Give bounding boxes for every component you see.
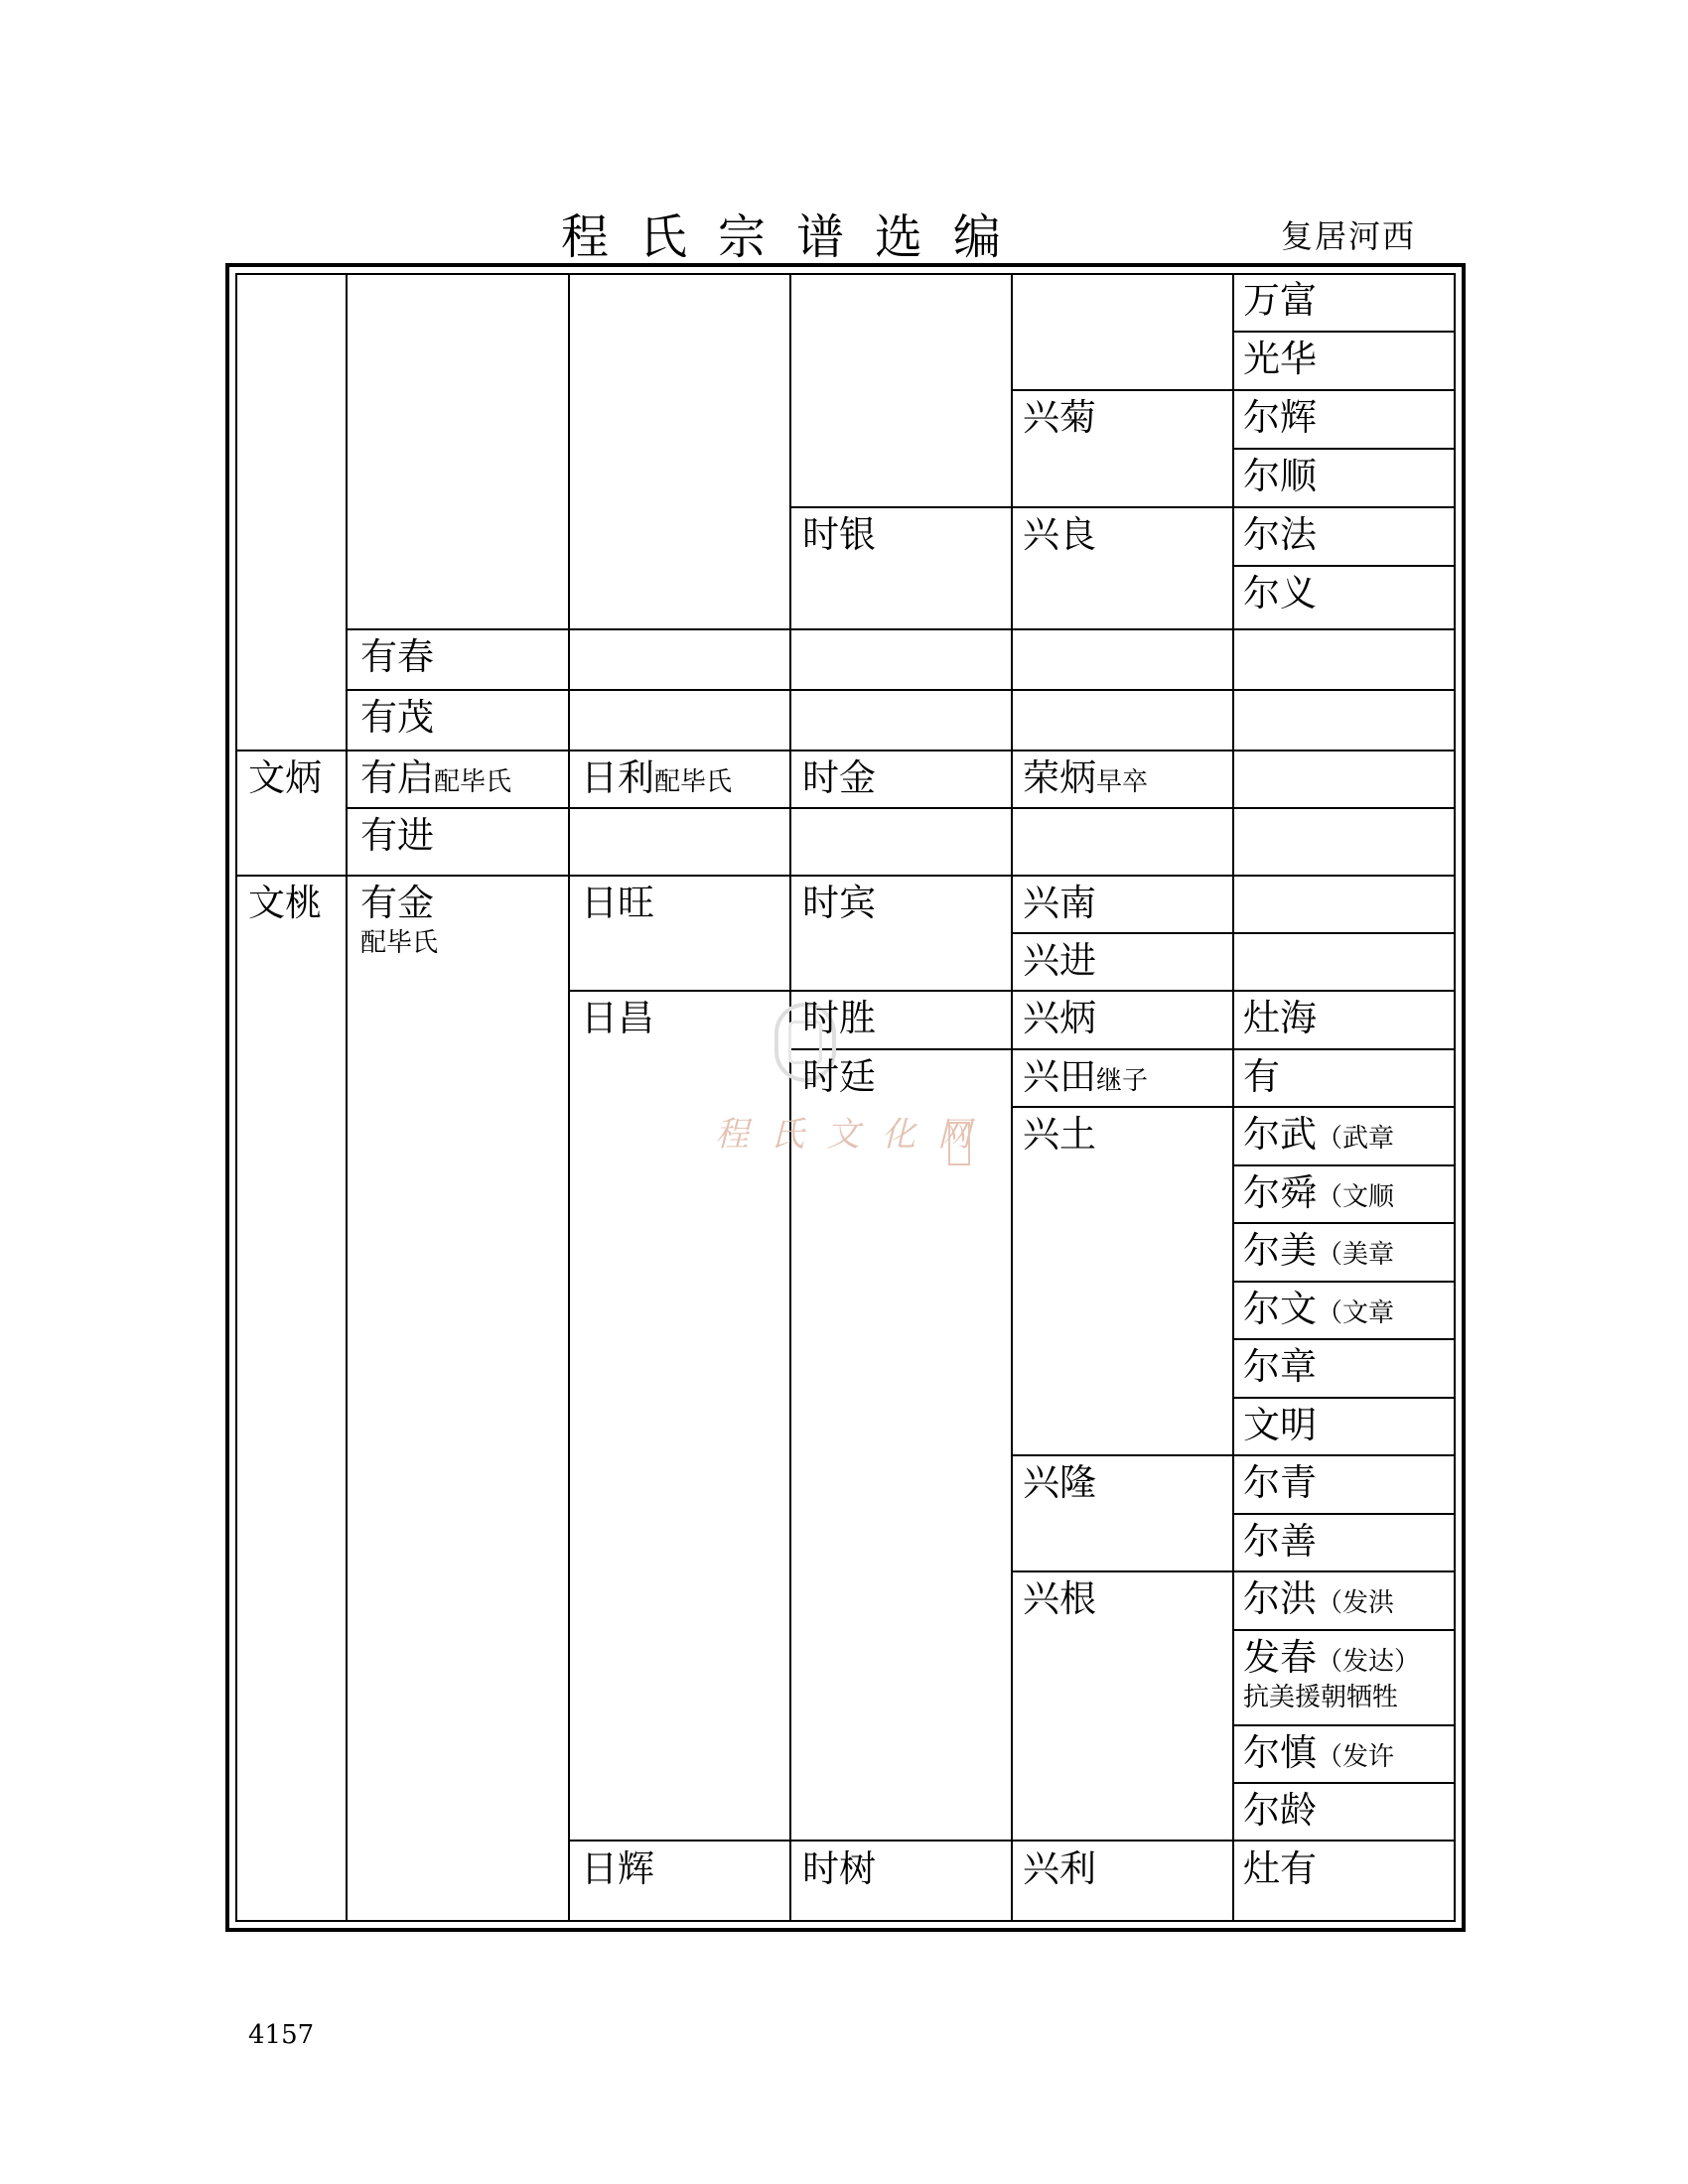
- row-divider: [568, 1840, 1456, 1842]
- row-divider: [1232, 1222, 1456, 1224]
- name-cell: [1243, 1731, 1394, 1779]
- row-divider: [1232, 1164, 1456, 1166]
- name-cell: 尔章: [1243, 1345, 1317, 1388]
- row-divider: [346, 628, 1456, 630]
- name-cell: 尔善: [1243, 1520, 1317, 1563]
- person-note: （美章: [1317, 1240, 1395, 1270]
- name-cell: 兴隆: [1023, 1461, 1096, 1504]
- person-name: 兴田: [1023, 1055, 1096, 1098]
- row-divider: [1232, 565, 1456, 567]
- name-cell: 时宾: [802, 882, 876, 924]
- name-cell: 兴良: [1023, 513, 1096, 556]
- name-cell: 光华: [1243, 338, 1317, 380]
- column-divider: [1011, 273, 1013, 1922]
- row-divider: [1011, 389, 1456, 391]
- row-divider: [568, 990, 1456, 992]
- name-cell: 有茂: [360, 696, 434, 739]
- name-cell: 灶有: [1243, 1847, 1317, 1890]
- name-cell: [1243, 1113, 1394, 1160]
- row-divider: [1232, 331, 1456, 333]
- person-name: 有启: [360, 756, 434, 799]
- name-cell: [1023, 1055, 1148, 1103]
- name-cell: [581, 756, 732, 804]
- person-note: 配毕氏: [360, 928, 439, 958]
- row-divider: [789, 1048, 1456, 1050]
- name-cell: 有: [1243, 1055, 1280, 1098]
- row-divider: [1011, 1106, 1456, 1108]
- row-divider: [1232, 1281, 1456, 1283]
- name-cell: 兴土: [1023, 1113, 1096, 1156]
- row-divider: [1011, 1570, 1456, 1572]
- name-cell: 有春: [360, 635, 434, 678]
- person-note: （文章: [1317, 1298, 1395, 1328]
- person-note: （文顺: [1317, 1182, 1395, 1212]
- name-cell: [1243, 1229, 1394, 1277]
- name-cell: 日旺: [581, 882, 654, 924]
- name-cell: 文明: [1243, 1404, 1317, 1446]
- row-divider: [346, 689, 1456, 691]
- branch-subtitle: 复居河西: [1281, 217, 1417, 255]
- column-divider: [568, 273, 570, 1922]
- person-name: 尔武: [1243, 1113, 1317, 1156]
- name-cell: 时树: [802, 1847, 876, 1890]
- name-cell: 尔龄: [1243, 1789, 1317, 1832]
- name-cell: [1243, 1636, 1420, 1684]
- name-cell: 灶海: [1243, 997, 1317, 1039]
- row-divider: [1011, 1454, 1456, 1456]
- name-cell: 时金: [802, 756, 876, 799]
- name-cell: 兴菊: [1023, 396, 1096, 439]
- person-name: 荣炳: [1023, 756, 1096, 799]
- person-name: 尔文: [1243, 1288, 1317, 1330]
- row-divider: [1232, 1513, 1456, 1515]
- name-cell: 有进: [360, 814, 434, 857]
- name-cell: 兴根: [1023, 1577, 1096, 1620]
- column-divider: [789, 273, 791, 1922]
- person-note: 早卒: [1096, 767, 1149, 797]
- name-cell: [360, 756, 511, 804]
- column-divider: [346, 273, 348, 1922]
- name-cell: 文炳: [248, 756, 322, 799]
- person-name: 尔美: [1243, 1229, 1317, 1272]
- name-cell: 兴进: [1023, 939, 1096, 982]
- person-note: （发许: [1317, 1742, 1395, 1772]
- name-cell: 尔义: [1243, 572, 1317, 614]
- row-divider: [1232, 1338, 1456, 1340]
- name-cell: 文桃: [248, 882, 322, 924]
- row-divider: [1011, 932, 1456, 934]
- column-divider: [1232, 273, 1234, 1922]
- page-title: 程氏宗谱选编: [561, 209, 1033, 265]
- person-note: 配毕氏: [654, 767, 733, 797]
- name-cell: 有金: [360, 882, 434, 924]
- name-cell: 日辉: [581, 1847, 654, 1890]
- row-divider: [1232, 1397, 1456, 1399]
- row-divider: [235, 875, 1456, 877]
- name-cell: [1243, 1577, 1394, 1625]
- person-name: 日利: [581, 756, 654, 799]
- name-cell: 兴利: [1023, 1847, 1096, 1890]
- watermark-text: 程氏文化网: [715, 1115, 993, 1155]
- row-divider: [346, 807, 1456, 809]
- row-divider: [1232, 1724, 1456, 1726]
- page-number: 4157: [248, 2020, 315, 2050]
- name-cell: [1243, 1171, 1394, 1219]
- row-divider: [1232, 1629, 1456, 1631]
- person-note: 配毕氏: [434, 767, 512, 797]
- name-cell: 尔法: [1243, 513, 1317, 556]
- person-note: （发洪: [1317, 1588, 1395, 1618]
- name-cell: 时廷: [802, 1055, 876, 1098]
- name-cell: 时银: [802, 513, 876, 556]
- row-divider: [1232, 1782, 1456, 1784]
- person-note: 继子: [1096, 1066, 1149, 1096]
- name-cell: 万富: [1243, 279, 1317, 322]
- row-divider: [1232, 448, 1456, 450]
- name-cell: 兴南: [1023, 882, 1096, 924]
- row-divider: [235, 750, 1456, 751]
- person-note: （武章: [1317, 1124, 1395, 1154]
- name-cell: 尔辉: [1243, 396, 1317, 439]
- name-cell: 尔青: [1243, 1461, 1317, 1504]
- person-name: 尔洪: [1243, 1577, 1317, 1620]
- name-cell: 时胜: [802, 997, 876, 1039]
- name-cell: 尔顺: [1243, 455, 1317, 497]
- person-note: （发达）: [1317, 1647, 1421, 1677]
- name-cell: 日昌: [581, 997, 654, 1039]
- person-name: 发春: [1243, 1636, 1317, 1679]
- row-divider: [789, 506, 1456, 508]
- name-cell: [1243, 1288, 1394, 1335]
- person-name: 尔慎: [1243, 1731, 1317, 1774]
- name-cell: 兴炳: [1023, 997, 1096, 1039]
- person-name: 尔舜: [1243, 1171, 1317, 1214]
- name-cell: [1023, 756, 1148, 804]
- person-note: 抗美援朝牺牲: [1243, 1683, 1399, 1712]
- watermark-stamp: [948, 1122, 970, 1165]
